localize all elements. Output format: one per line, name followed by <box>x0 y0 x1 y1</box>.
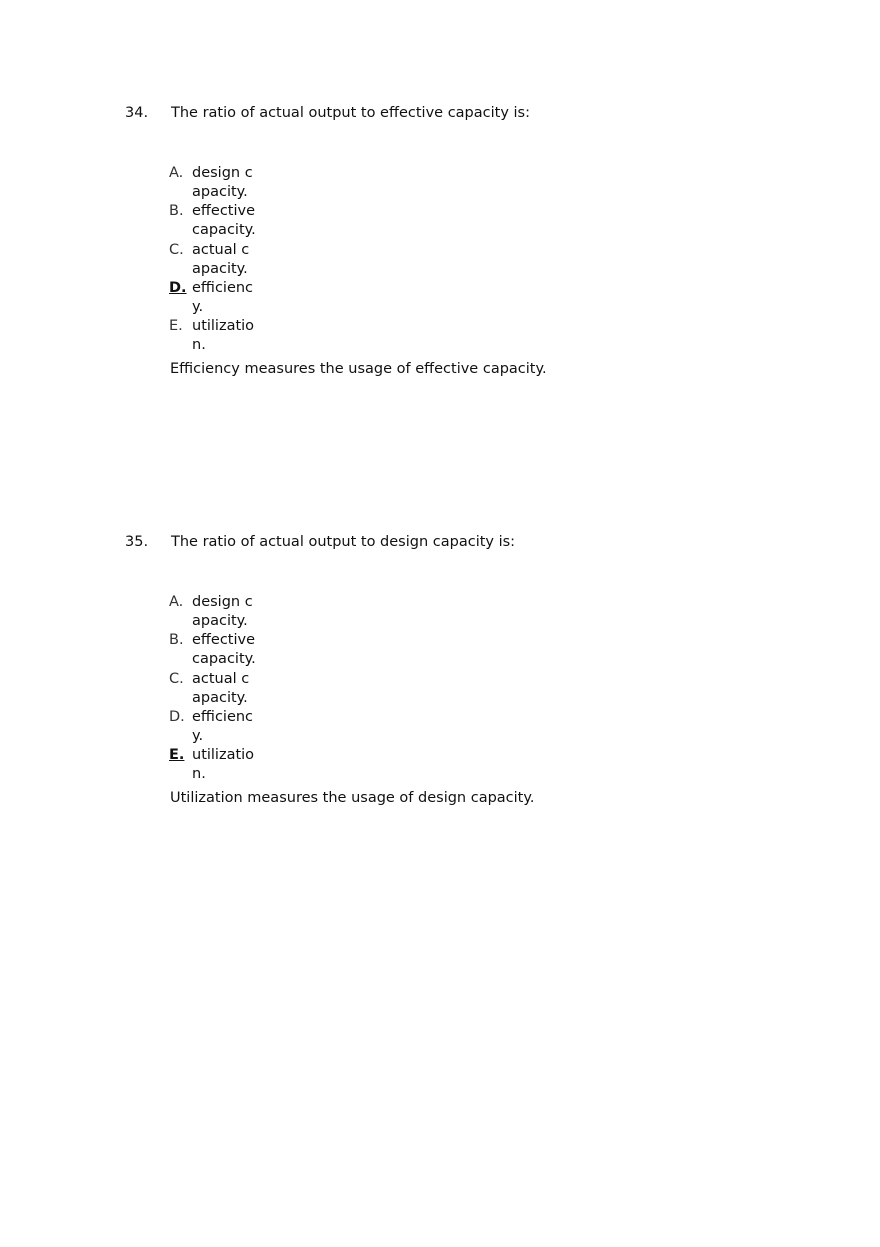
option-b <box>169 202 289 240</box>
option-c <box>169 670 289 708</box>
option-d <box>169 279 289 317</box>
option-letter: C. <box>169 670 184 687</box>
option-e <box>169 317 289 355</box>
answer-options <box>169 164 289 355</box>
option-a <box>169 164 289 202</box>
option-text: design capacity. <box>192 165 253 200</box>
option-text: effective capacity. <box>192 203 256 239</box>
option-d <box>169 708 289 746</box>
option-text: actual capacity. <box>192 670 250 706</box>
question-header <box>0 531 880 553</box>
option-letter: A. <box>169 594 184 610</box>
option-a <box>169 593 289 631</box>
option-text: effective capacity. <box>192 632 256 668</box>
correct-option-letter: E. <box>169 747 185 764</box>
option-text: efficiency. <box>192 708 254 744</box>
question-text: The ratio of actual output to effective capacity is: <box>171 105 530 121</box>
option-text: efficiency. <box>192 279 254 315</box>
option-letter: B. <box>169 203 184 220</box>
option-text: utilization. <box>192 318 255 354</box>
option-text: actual capacity. <box>192 241 250 277</box>
answer-explanation: Utilization measures the usage of design capacity. <box>170 790 535 806</box>
option-letter: E. <box>169 318 183 335</box>
question-number: 34. <box>125 105 149 121</box>
option-c <box>169 241 289 279</box>
question-header <box>0 102 880 124</box>
option-letter: D. <box>169 708 185 725</box>
correct-option-letter: D. <box>169 279 187 296</box>
option-text: utilization. <box>192 747 255 783</box>
option-letter: B. <box>169 632 184 649</box>
answer-explanation: Efficiency measures the usage of effective capacity. <box>170 361 547 377</box>
question-text: The ratio of actual output to design capacity is: <box>171 534 516 550</box>
answer-options <box>169 593 289 784</box>
option-text: design capacity. <box>192 594 253 629</box>
option-letter: A. <box>169 165 184 181</box>
option-letter: C. <box>169 241 184 258</box>
option-e <box>169 746 289 784</box>
option-b <box>169 631 289 669</box>
question-number: 35. <box>125 534 149 550</box>
